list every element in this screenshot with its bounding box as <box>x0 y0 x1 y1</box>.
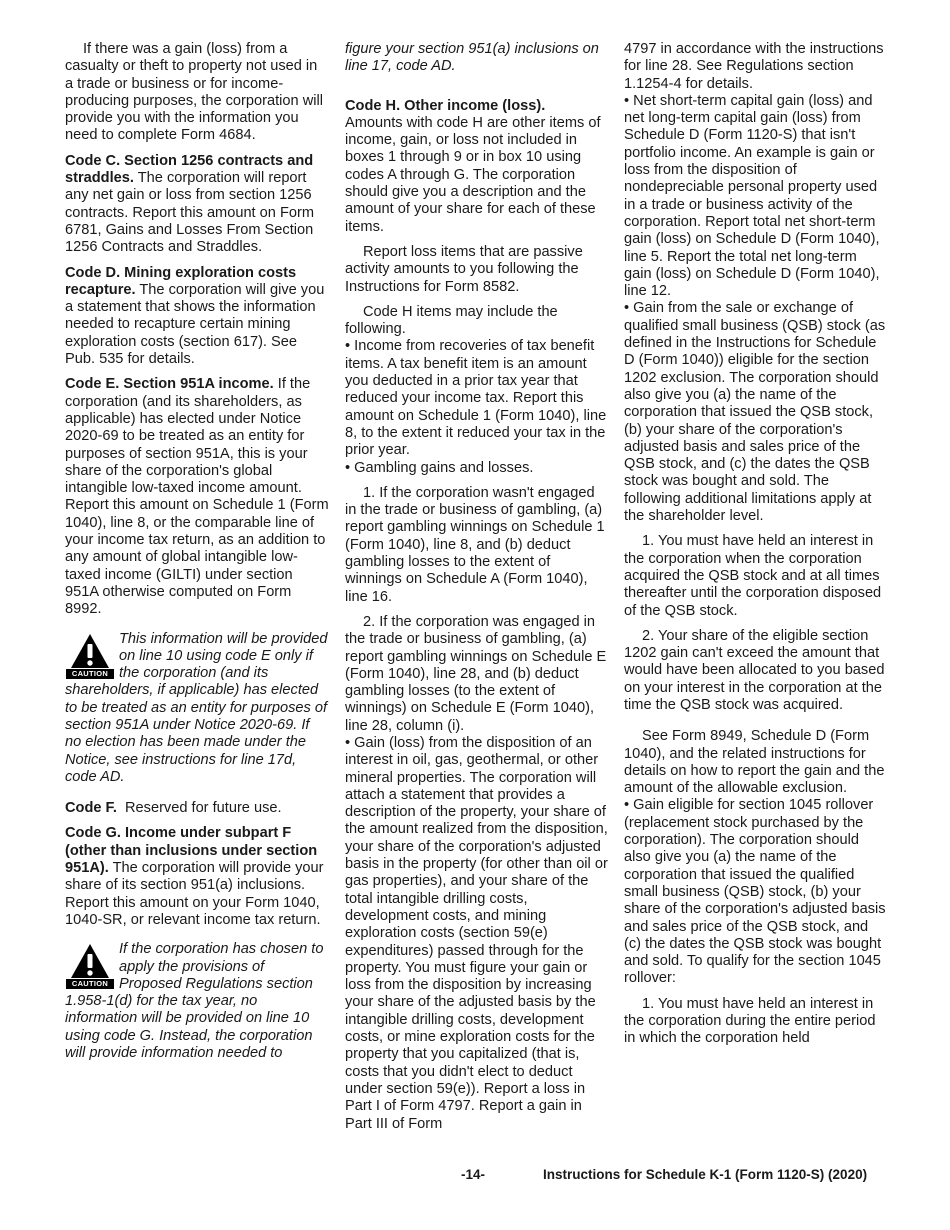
code-f-body: Reserved for future use. <box>125 800 282 817</box>
code-c-heading: Code C. Section 1256 contracts and straddles. <box>65 152 314 187</box>
code-e-body: If the corporation (and its shareholders, as applicable) has elected under Notice 2020-69 to be treated as an entity for purposes of section 951A, this is your share of the corporation's global intangible low-taxed income amount. Report this amount on Schedule 1 (Form 1040), line 8, or the comparable line of your income tax return, as an addition to any amount of global intangible low-taxed income (GILTI) under section 951A otherwise computed on Form 8992. <box>65 376 329 618</box>
code-d-body: The corporation will give you a statement that shows the information needed to recapture certain mining exploration costs (section 617). See Pub. 535 for details. <box>65 281 325 368</box>
gambling-item-1: 1. If the corporation wasn't engaged in the trade or business of gambling, (a) report gambling winnings on Schedule 1 (Form 1040), line 8, and (b) deduct gambling losses to the extent of winnings on Schedule A (Form 1040), line 16. <box>345 484 605 605</box>
code-d-heading: Code D. Mining exploration costs recapture. <box>65 264 297 298</box>
code-e-heading: Code E. Section 951A income. <box>65 376 274 393</box>
page-footer <box>0 1167 950 1187</box>
code-g-heading: Code G. Income under subpart F (other than inclusions under section 951A). <box>65 825 318 877</box>
warning-triangle-icon <box>70 633 110 669</box>
code-c-body: The corporation will report any net gain or loss from section 1256 contracts. Report this amount on Form 6781, Gains and Losses From Section 1256 Contracts and Straddles. <box>65 170 315 256</box>
footer-title: Instructions for Schedule K-1 (Form 1120-S) (2020) <box>543 1167 868 1182</box>
code-d-section <box>65 265 329 369</box>
code-f-heading: Code F. <box>65 800 117 817</box>
bullet-capital-gain: • Net short-term capital gain (loss) and net long-term capital gain (loss) from Schedule D (Form 1120-S) that isn't portfolio income. An example is gain or loss from the disposition of nondepreciable personal property used in a trade or business activity of the corporation. Report total net short-term gain (loss) on Schedule D (Form 1040), line 5. Report the total net long-term gain (loss) on Schedule D (Form 1040), line 12. <box>624 93 888 301</box>
page-number: -14- <box>461 1167 486 1182</box>
column-2 <box>345 41 609 1141</box>
gambling-item-2: 2. If the corporation was engaged in the trade or business of gambling, (a) report gambling winnings on Schedule E (Form 1040), line 28, and (b) deduct gambling losses (to the extent of winnings) on Schedule E (Form 1040), line 28, column (i). <box>345 613 607 734</box>
bullet-section-1045: • Gain eligible for section 1045 rollover (replacement stock purchased by the corporation). The corporation should also give you (a) the name of the corporation that issued the qualified small business (QSB) stock, (b) your share of the corporation's adjusted basis and sales price of the QSB stock, and (c) the dates the QSB stock was bought and sold. To qualify for the section 1045 rollover: <box>624 797 888 987</box>
qsb-limit-2: 2. Your share of the eligible section 1202 gain can't exceed the amount that would have been allocated to you based on your interest in the corporation at the time the QSB stock was acquired. <box>624 627 885 713</box>
caution-note-code-e <box>65 631 329 787</box>
caution-text-code-e: This information will be provided on line 10 using code E only if the corporation (and its shareholders, if applicable) has elected to be treated as an entity for purposes of section 951A under Notice 2020-69. If no election has been made under the Notice, see instructions for line 17d, code AD. <box>65 630 328 785</box>
bullet-oil-gas: • Gain (loss) from the disposition of an interest in oil, gas, geothermal, or other mineral properties. The corporation will attach a statement that provides a description of the property, your share of the amount realized from the disposition, your share of the corporation's adjusted basis in the property (for other than oil or gas properties), and your share of the total intangible drilling costs, development costs, and mining exploration costs (section 59(e) expenditures) passed through for the property. You must figure your gain or loss from the disposition by increasing your share of the adjusted basis by the intangible drilling costs, development costs, or mine exploration costs for the property that you capitalized (that is, costs that you didn't elect to deduct under section 59(e)). Report a loss in Part I of Form 4797. Report a gain in Part III of Form <box>345 735 609 1133</box>
qsb-limit-1: 1. You must have held an interest in the corporation when the corporation acquired the QSB stock and at all times thereafter until the corporation disposed of the QSB stock. <box>624 533 882 619</box>
caution-text-continued: figure your section 951(a) inclusions on line 17, code AD. <box>345 41 599 75</box>
code-h-heading: Code H. Other income (loss). <box>345 97 546 114</box>
bullet-gambling: • Gambling gains and losses. <box>345 460 609 477</box>
oil-gas-continued: 4797 in accordance with the instructions for line 28. See Regulations section 1.1254-4 for details. <box>624 41 884 92</box>
code-g-section <box>65 825 329 929</box>
code-h-section <box>345 98 609 236</box>
code-e-section <box>65 376 329 618</box>
caution-text-code-g: If the corporation has chosen to apply the provisions of Proposed Regulations section 1.958-1(d) for the tax year, no information will be provided on line 10 using code G. Instead, the corporation will provide information needed to <box>65 941 324 1062</box>
caution-label: CAUTION <box>66 979 114 989</box>
bullet-qsb-stock: • Gain from the sale or exchange of qualified small business (QSB) stock (as defined in the Instructions for Schedule D (Form 1040)) eligible for the section 1202 exclusion. The corporation should also give you (a) the name of the corporation that issued the QSB stock, (b) your share of the corporation's adjusted basis and sales price of the QSB stock, and (c) the dates the QSB stock was bought and sold. The following additional limitations apply at the shareholder level. <box>624 300 888 525</box>
code-f-section <box>65 800 329 817</box>
rollover-item-1: 1. You must have held an interest in the corporation during the entire period in which the corporation held <box>624 995 876 1047</box>
caution-warning-icon <box>65 943 115 991</box>
column-3 <box>624 41 888 1056</box>
code-c-section <box>65 153 329 257</box>
paragraph-casualty: If there was a gain (loss) from a casualty or theft to property not used in a trade or business or for income-producing purposes, the corporation will provide you with the information you need to complete Form 4684. <box>65 41 323 144</box>
caution-note-code-g <box>65 941 329 1062</box>
paragraph-code-h-items: Code H items may include the following. <box>345 303 558 338</box>
paragraph-form-8949: See Form 8949, Schedule D (Form 1040), and the related instructions for details on how to report the gain and the amount of the allowable exclusion. <box>624 728 885 797</box>
bullet-recoveries: • Income from recoveries of tax benefit items. A tax benefit item is an amount you deducted in a prior tax year that reduced your income tax. Report this amount on Schedule 1 (Form 1040), line 8, to the extent it reduced your tax in the prior year. <box>345 338 609 459</box>
paragraph-passive: Report loss items that are passive activity amounts to you following the Instructions for Form 8582. <box>345 243 583 295</box>
column-1 <box>65 41 329 1076</box>
caution-warning-icon <box>65 633 115 681</box>
code-g-body: The corporation will provide your share of its section 951(a) inclusions. Report this amount on your Form 1040, 1040-SR, or relevant income tax return. <box>65 860 324 928</box>
warning-triangle-icon <box>70 943 110 979</box>
code-h-body: Amounts with code H are other items of income, gain, or loss not included in boxes 1 through 9 or in box 10 using codes A through G. The corporation should give you a description and the amount of your share for each of these items. <box>345 114 601 235</box>
caution-label: CAUTION <box>66 669 114 679</box>
